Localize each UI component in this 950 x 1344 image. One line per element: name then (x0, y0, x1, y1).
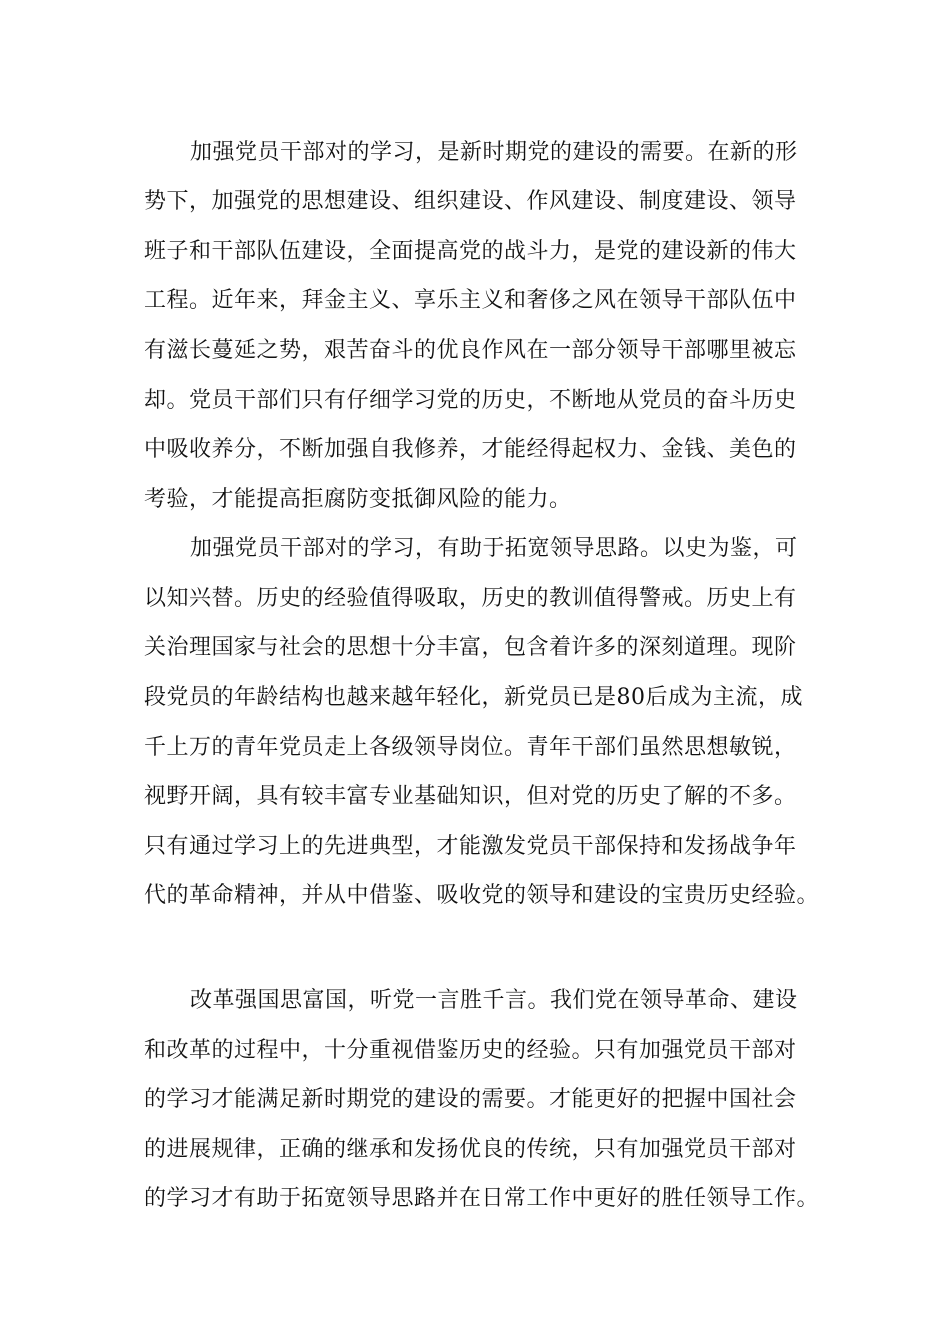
paragraph-line: 考验，才能提高拒腐防变抵御风险的能力。 (144, 487, 572, 512)
paragraph-line: 段党员的年龄结构也越来越年轻化，新党员已是80后成为主流，成 (144, 685, 803, 710)
paragraph-line: 改革强国思富国，听党一言胜千言。我们党在领导革命、建设 (190, 988, 798, 1013)
paragraph-line: 势下，加强党的思想建设、组织建设、作风建设、制度建设、领导 (144, 189, 797, 214)
paragraph-line: 中吸收养分，不断加强自我修养，才能经得起权力、金钱、美色的 (144, 437, 797, 462)
paragraph-line: 的进展规律，正确的继承和发扬优良的传统，只有加强党员干部对 (144, 1137, 797, 1162)
paragraph-line: 有滋长蔓延之势，艰苦奋斗的优良作风在一部分领导干部哪里被忘 (144, 338, 797, 363)
paragraph-line: 视野开阔，具有较丰富专业基础知识，但对党的历史了解的不多。 (144, 784, 797, 809)
paragraph-line: 工程。近年来，拜金主义、享乐主义和奢侈之风在领导干部队伍中 (144, 288, 797, 313)
paragraph-line: 加强党员干部对的学习，是新时期党的建设的需要。在新的形 (190, 140, 798, 165)
paragraph-line: 班子和干部队伍建设，全面提高党的战斗力，是党的建设新的伟大 (144, 239, 797, 264)
paragraph-line: 加强党员干部对的学习，有助于拓宽领导思路。以史为鉴，可 (190, 536, 798, 561)
paragraph-line: 只有通过学习上的先进典型，才能激发党员干部保持和发扬战争年 (144, 834, 797, 859)
paragraph-line: 的学习才能满足新时期党的建设的需要。才能更好的把握中国社会 (144, 1087, 797, 1112)
paragraph-line: 关治理国家与社会的思想十分丰富，包含着许多的深刻道理。现阶 (144, 635, 797, 660)
paragraph-line: 和改革的过程中，十分重视借鉴历史的经验。只有加强党员干部对 (144, 1038, 797, 1063)
paragraph-line: 却。党员干部们只有仔细学习党的历史，不断地从党员的奋斗历史 (144, 388, 797, 413)
paragraph-line: 代的革命精神，并从中借鉴、吸收党的领导和建设的宝贵历史经验。 (144, 883, 820, 908)
paragraph-line: 的学习才有助于拓宽领导思路并在日常工作中更好的胜任领导工作。 (144, 1186, 820, 1211)
paragraph-line: 千上万的青年党员走上各级领导岗位。青年干部们虽然思想敏锐， (144, 735, 797, 760)
paragraph-line: 以知兴替。历史的经验值得吸取，历史的教训值得警戒。历史上有 (144, 586, 797, 611)
